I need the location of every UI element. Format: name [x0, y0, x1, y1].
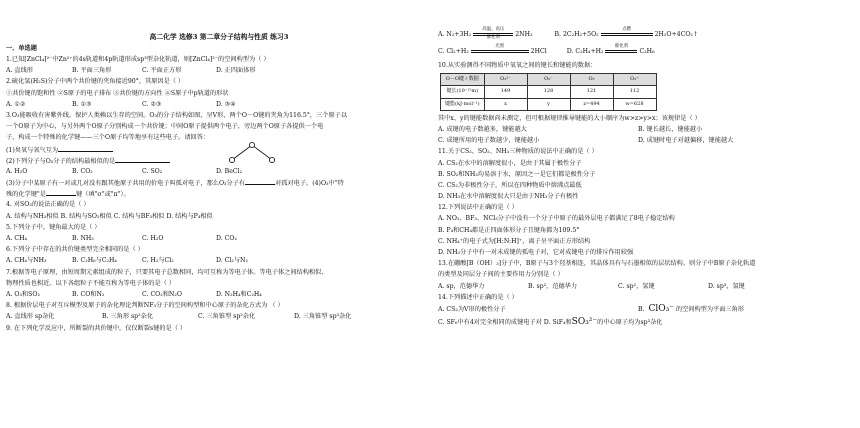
- question-1: 1.已知[ZnCl₄]²⁻中Zn²⁺的4s轨道和4p轨道形成sp³型杂化轨道，则[ZnCl₄]²⁻的空间构型为（ ）: [6, 56, 270, 63]
- option-d: [567, 45, 655, 57]
- table-cell: O₂: [570, 74, 613, 86]
- reactants: B. 2C₂H₂+5O₂: [554, 30, 599, 38]
- option: B. C₂H₆与C₂H₄: [72, 257, 117, 265]
- question-3-line2: 一个O原子为中心，与另外两个O原子分别构成一个共价键；中间O原子提供两个电子，旁边两个O原子各提供一个电: [6, 123, 324, 131]
- part-text: (2)下列分子与O₃分子的结构最相似的是: [6, 157, 116, 165]
- option: A. 成键的电子数越多，键能越大: [438, 125, 527, 133]
- option: D. Cl₂与N₂: [216, 257, 248, 265]
- chlorate-ion: ClO₃⁻: [648, 303, 674, 314]
- right-column: [432, 0, 860, 329]
- condition: 催化剂: [614, 44, 629, 49]
- option: D. NH₃在水中溶解度很大只是由于NH₃分子有极性: [438, 193, 579, 201]
- part-text: 键（填"σ"或"π"）。: [75, 191, 130, 199]
- option: C. sp²，氢键: [618, 282, 655, 290]
- option: B. P₄和CH₄都是正四面体形分子且键角都为109.5°: [438, 226, 580, 234]
- table-cell: 128: [527, 86, 570, 98]
- table-row: [441, 86, 657, 98]
- products: C₂H₆: [639, 47, 655, 55]
- products: 2HCl: [530, 47, 547, 55]
- option: D. sp³，氢键: [708, 282, 745, 290]
- option: A. O₃和SO₂: [6, 290, 40, 298]
- condition: 光照: [495, 44, 505, 49]
- answer-blank[interactable]: [115, 155, 170, 163]
- question-13-line2: 的类型及同层分子间的主要作用力分别是（ ）: [438, 271, 564, 279]
- reaction-arrow: [605, 45, 637, 57]
- table-cell: y: [527, 98, 570, 110]
- option: D. 成键时电子对越偏移，键能越大: [638, 137, 734, 145]
- question-3-line1: 3.O₃能吸收有害紫外线，保护人类赖以生存的空间。O₃的分子结构如图，呈V形，两个O－O键的夹角为116.5°，三个原子以: [6, 111, 348, 119]
- page-title: 高二化学 选修3 第二章分子结构与性质 练习3: [149, 33, 289, 41]
- section-heading: 一、单选题: [6, 45, 37, 52]
- question-9-options-ab: [438, 26, 860, 42]
- option: C. 平面正方形: [142, 67, 182, 75]
- question-12: 12.下列说法中正确的是（ ）: [438, 204, 518, 212]
- option-a: [438, 28, 532, 40]
- question-14-options-cd: [438, 316, 860, 329]
- table-cell: O₂⁻: [527, 74, 570, 86]
- option: B. SO₂和NH₃均易溶于水，原因之一是它们都是极性分子: [438, 170, 596, 178]
- question-10-body: 其中x、y的键能数据尚未测定，但可根据规律推导键能的大小顺序为w>z>y>x；该规律是（ ）: [438, 114, 701, 122]
- table-cell: 112: [613, 86, 656, 98]
- condition: 催化剂: [486, 35, 500, 40]
- table-cell: O₂²⁻: [484, 74, 527, 86]
- question-5: 5.下列分子中，键角最大的是（ ）: [6, 223, 101, 231]
- option-label: B.: [638, 305, 645, 313]
- question-10-options-cd: [438, 135, 860, 146]
- option: B. 平面三角形: [72, 67, 112, 75]
- question-1-options: [6, 65, 432, 76]
- option: A. CS₂在水中的溶解度很小，是由于其属于极性分子: [438, 159, 582, 167]
- option: C. ②③: [142, 100, 162, 108]
- option: C. CO₂和N₂O: [142, 290, 182, 298]
- question-7-line2: 物理性质也相近。以下各组粒子不能互称为等电子体的是（ ）: [6, 279, 176, 287]
- option-text: 的空间构型为平面三角形: [675, 305, 744, 313]
- option: B. CO₂: [72, 167, 93, 175]
- oxygen-atom: [229, 157, 234, 162]
- question-10-options-ab: [438, 124, 860, 135]
- option-b: [554, 28, 698, 40]
- question-4-options: A. 结构与NH₃相似 B. 结构与SO₂相似 C. 结构与BF₃相似 D. 结构与P₄相似: [6, 212, 213, 220]
- condition: 高温、高压: [482, 27, 505, 32]
- option: D. 正四面体形: [216, 67, 256, 75]
- option: A. 直线形: [6, 67, 33, 75]
- part-text: (1)臭氧与氧气互为: [6, 146, 59, 154]
- question-13-line1: 13.在硼酸[B（OH）₃]分子中，B原子与3个羟基相连，其晶体具有与石墨相似的层状结构。则分子中B原子杂化轨道: [438, 260, 756, 268]
- table-header-row: [441, 74, 657, 86]
- option: A. CS₂为V形的极性分子: [438, 305, 506, 313]
- reaction-arrow: [601, 28, 653, 40]
- option: B. CO和N₂: [72, 290, 105, 298]
- option: A. CH₄: [6, 235, 28, 242]
- option: B. 键长越长，键能越小: [638, 125, 703, 133]
- table-cell: x: [484, 98, 527, 110]
- option-c: [438, 45, 547, 57]
- option: A. ①②: [6, 100, 26, 108]
- question-6: 6.下列分子中存在的共价键类型完全相同的是（ ）: [6, 246, 144, 254]
- question-5-options: [6, 233, 432, 244]
- products: 2H₂O+4CO₂↑: [654, 30, 699, 38]
- question-14-options-ab: [438, 303, 860, 316]
- option: C. NH₄⁺的电子式为[H:N:H]⁺，离子呈平面正方形结构: [438, 237, 591, 245]
- option: [638, 304, 744, 315]
- question-2-options: [6, 99, 432, 110]
- question-6-options: [6, 255, 432, 266]
- condition: 点燃: [622, 27, 632, 32]
- part-text: 对孤对电子。(4)O₃中"特: [275, 180, 344, 188]
- table-cell: 键能(kJ·mol⁻¹): [441, 98, 485, 110]
- part-text: 殊的化学键"是: [6, 191, 46, 199]
- option: A. H₂O: [6, 167, 28, 175]
- question-4: 4. 对SO₃的说法正确的是（ ）: [6, 201, 90, 209]
- option: D. N₂H₄和C₂H₄: [216, 290, 262, 298]
- table-cell: O－O键 / 数据: [441, 74, 485, 86]
- option: A. sp，范德华力: [438, 282, 485, 290]
- option: D. BeCl₂: [216, 167, 243, 175]
- option: D. NH₃分子中有一对未成键的孤电子对，它对成键电子的排斥作用较强: [438, 249, 634, 257]
- reactants: A. N₂+3H₂: [438, 30, 472, 38]
- question-8-options: [6, 311, 432, 322]
- option: A. 直线形 sp杂化: [6, 313, 55, 321]
- option: C. SO₂: [142, 167, 163, 175]
- answer-blank[interactable]: [46, 188, 76, 196]
- question-13-options: [438, 281, 860, 292]
- sulfite-ion: SO₃²⁻: [571, 316, 598, 327]
- question-2-statements: ①共价键的饱和性 ②S原子的电子排布 ③共价键的方向性 ④S原子中p轨道的形状: [6, 89, 229, 97]
- answer-blank[interactable]: [245, 177, 275, 185]
- option: C. H₂与Cl₂: [142, 257, 174, 265]
- question-14: 14.下列描述中正确的是（ ）: [438, 293, 518, 301]
- option: B. ①③: [72, 100, 92, 108]
- option: A. CH₄与NH₃: [6, 257, 47, 265]
- part-text: (3)分子中某原子有一对或几对没有跟其他原子共用的价电子叫孤对电子，那么O₃分子有: [6, 180, 246, 188]
- option: B. 三角形 sp²杂化: [102, 313, 154, 321]
- question-8: 8. 根据价层电子对互斥模型及原子的杂化理论判断NF₃分子的空间构型和中心原子的杂化方式为 （ ）: [6, 302, 284, 310]
- table-cell: w=628: [613, 98, 656, 110]
- o-o-bond: [252, 145, 272, 160]
- reaction-arrow: [473, 28, 513, 40]
- question-2: 2.硫化氢(H₂S)分子中两个共价键的夹角接近90°，其原因是（ ）: [6, 78, 185, 86]
- bond-data-table: [440, 73, 657, 111]
- question-3-part3: [6, 177, 432, 188]
- option: A. NO₂、BF₃、NCl₃分子中没有一个分子中原子的最外层电子都满足了8电子稳定结构: [438, 215, 675, 223]
- option-c-d: [438, 317, 662, 328]
- answer-blank[interactable]: [58, 144, 113, 152]
- table-cell: 键长(10⁻¹²m): [441, 86, 485, 98]
- question-3-options: [6, 166, 432, 177]
- question-3-line3: 子，构成一个特殊的化学键——三个O原子均等地享有这些电子。请回答：: [6, 134, 210, 142]
- left-column: [0, 0, 432, 334]
- oxygen-atom: [269, 157, 274, 162]
- oxygen-atom: [249, 142, 254, 147]
- option: B. sp²，范德华力: [528, 282, 578, 290]
- reaction-arrow: [471, 45, 529, 57]
- option: C. CS₂为非极性分子，所以在四种物质中熔沸点最低: [438, 181, 582, 189]
- question-7-options: [6, 289, 432, 300]
- option: C. H₂O: [142, 235, 164, 242]
- question-9: 9. 在下列化学反应中，所断裂的共价键中，仅仅断裂s键的是（ ）: [6, 324, 187, 332]
- table-cell: O₂⁺: [613, 74, 656, 86]
- question-7-line1: 7.根据等电子原理，由短周期元素组成的粒子，只要其电子总数相同，均可互称为等电子体。等电子体之间结构相似、: [6, 268, 328, 276]
- table-cell: 149: [484, 86, 527, 98]
- question-10: 10.从实验测得不同物质中氧氧之间的键长和键能的数据：: [438, 62, 597, 69]
- option: C. 三角锥型 sp²杂化: [198, 313, 256, 321]
- products: 2NH₃: [515, 30, 533, 38]
- table-cell: 121: [570, 86, 613, 98]
- question-3-part2: [6, 155, 432, 166]
- option: C. 成键所用的电子数越少，键能越小: [438, 137, 540, 145]
- option: D. ③④: [216, 100, 236, 108]
- reactants: D. C₂H₄+H₂: [566, 47, 604, 55]
- question-9-options-cd: [438, 42, 860, 60]
- option: D. CO₂: [216, 235, 237, 242]
- table-row: [441, 98, 657, 110]
- option-text: 的中心原子均为sp³杂化: [597, 318, 663, 326]
- o-o-bond: [232, 145, 252, 160]
- table-cell: z=494: [570, 98, 613, 110]
- ozone-structure-diagram: [228, 140, 276, 164]
- question-3-part1: [6, 144, 432, 155]
- question-11: 11.关于CS₂、SO₂、NH₃三种物质的说法中正确的是（ ）: [438, 148, 598, 156]
- option: B. NH₃: [72, 235, 94, 242]
- reactants: C. Cl₂+H₂: [438, 47, 469, 55]
- option-text: C. SF₆中有4对完全相同的成键电子对 D. SiF₄和: [438, 318, 572, 326]
- option: D. 三角锥型 sp³杂化: [294, 313, 352, 321]
- question-3-part4: [6, 188, 432, 199]
